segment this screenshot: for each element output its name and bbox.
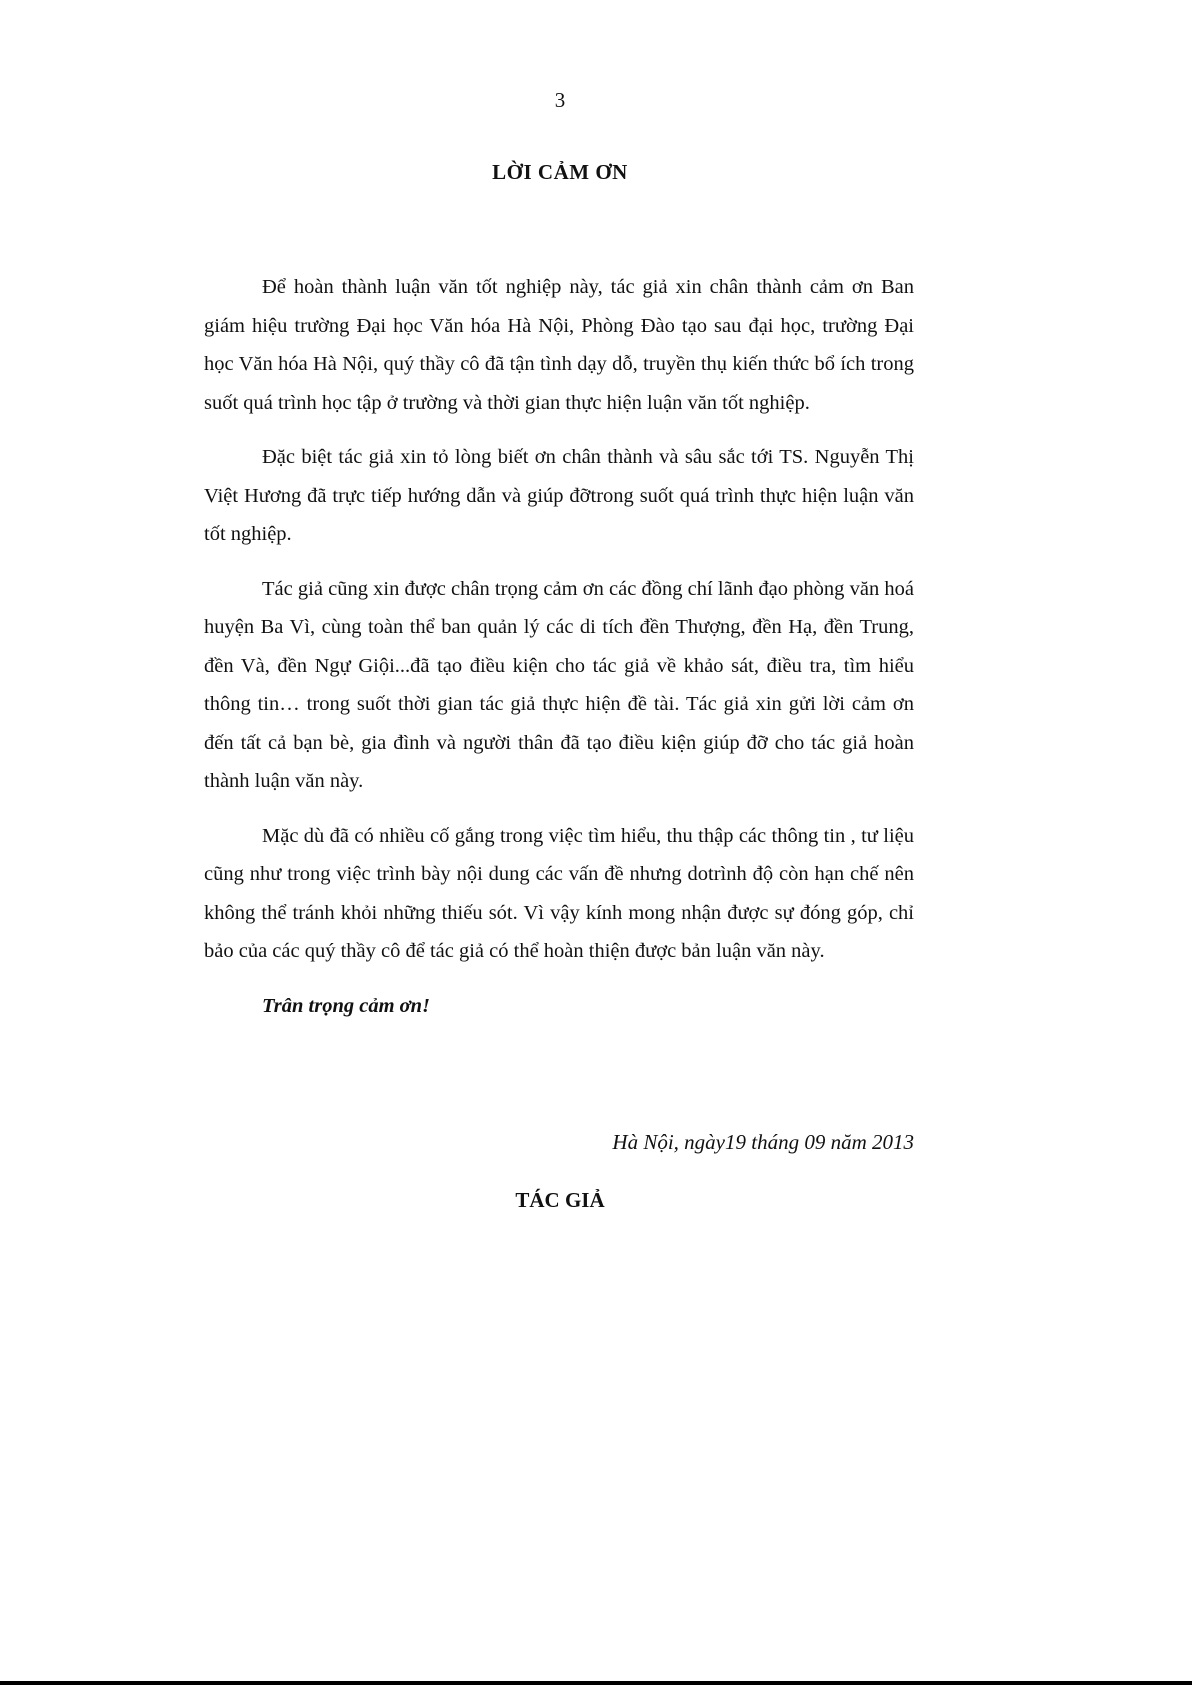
paragraph-thanks-university: Để hoàn thành luận văn tốt nghiệp này, tác giả xin chân thành cảm ơn Ban giám hiệu trường Đại học Văn hóa Hà Nội, Phòng Đào tạo sau đại học, trường Đại học Văn hóa Hà Nội, quý thầy cô đã tận tình dạy dỗ, truyền thụ kiến thức bổ ích trong suốt quá trình học tập ở trường và thời gian thực hiện luận văn tốt nghiệp. xyxy=(204,276,914,414)
page-title: LỜI CẢM ƠN xyxy=(492,160,628,184)
acknowledgement-body xyxy=(204,268,914,1041)
paragraph-thanks-advisor: Đặc biệt tác giả xin tỏ lòng biết ơn chân thành và sâu sắc tới TS. Nguyễn Thị Việt Hương đã trực tiếp hướng dẫn và giúp đỡtrong suốt quá trình thực hiện luận văn tốt nghiệp. xyxy=(204,446,914,545)
author-signature: TÁC GIẢ xyxy=(515,1188,605,1212)
paragraph-thanks-local-officials: Tác giả cũng xin được chân trọng cảm ơn các đồng chí lãnh đạo phòng văn hoá huyện Ba Vì, cùng toàn thể ban quản lý các di tích đền Thượng, đền Hạ, đền Trung, đền Và, đền Ngự Giội...đã tạo điều kiện cho tác giả về khảo sát, điều tra, tìm hiểu thông tin… trong suốt thời gian tác giả thực hiện đề tài. Tác giả xin gửi lời cảm ơn đến tất cả bạn bè, gia đình và người thân đã tạo điều kiện giúp đỡ cho tác giả hoàn thành luận văn này. xyxy=(204,577,914,792)
paragraph-apology: Mặc dù đã có nhiều cố gắng trong việc tìm hiểu, thu thập các thông tin , tư liệu cũng như trong việc trình bày nội dung các vấn đề nhưng dotrình độ còn hạn chế nên không thể tránh khỏi những thiếu sót. Vì vậy kính mong nhận được sự đóng góp, chỉ bảo của các quý thầy cô để tác giả có thể hoàn thiện được bản luận văn này. xyxy=(204,824,914,962)
bottom-border xyxy=(0,1681,1192,1685)
page-number: 3 xyxy=(554,88,566,112)
closing-line: Trân trọng cảm ơn! xyxy=(262,994,431,1017)
date-line: Hà Nội, ngày19 tháng 09 năm 2013 xyxy=(612,1130,914,1154)
